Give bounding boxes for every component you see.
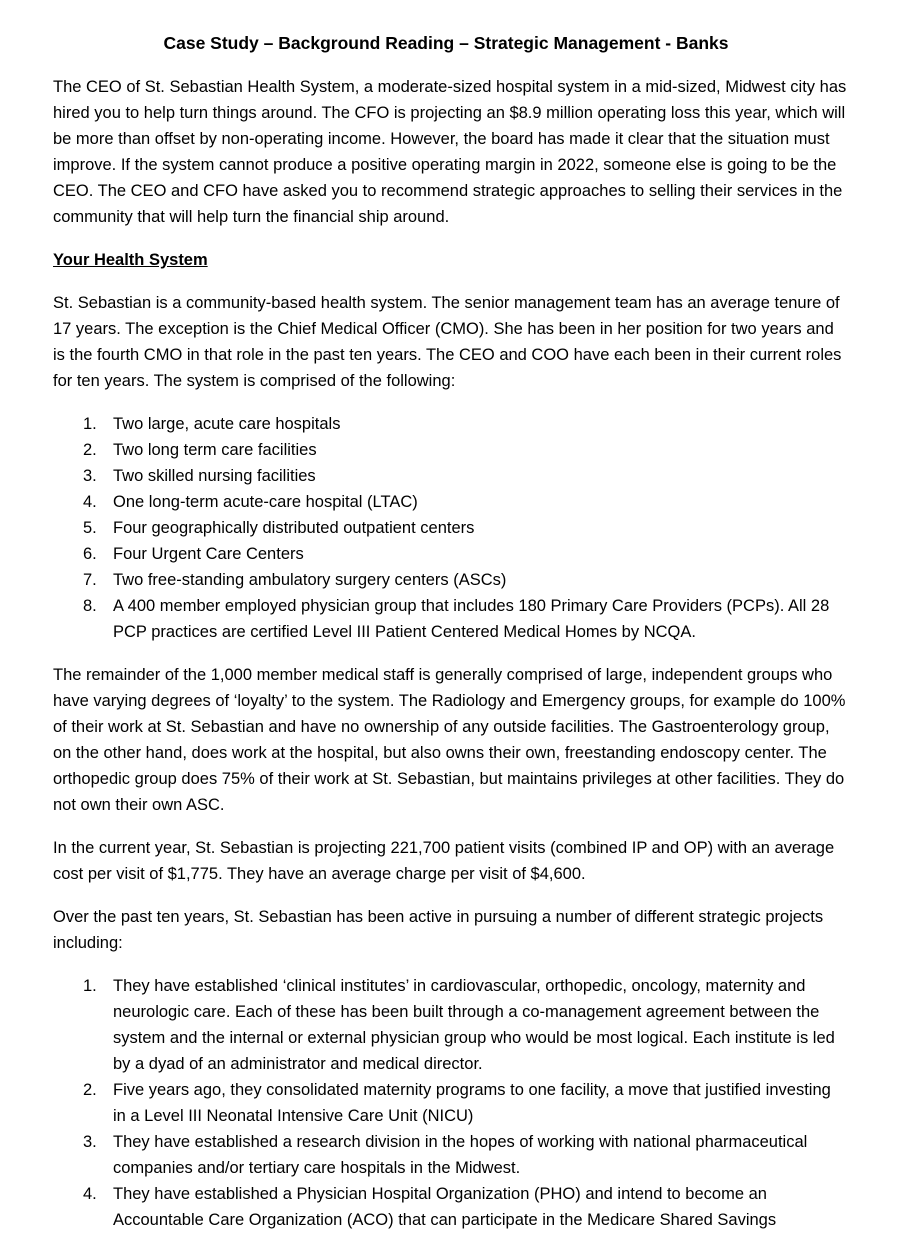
list-item (53, 411, 848, 437)
list-text: They have established a Physician Hospital Organization (PHO) and intend to become an Accountable Care Organization (ACO) that can participate in the Medicare Shared Savings (113, 1185, 777, 1229)
system-paragraph: St. Sebastian is a community-based health system. The senior management team has an average tenure of 17 years. The exception is the Chief Medical Officer (CMO). She has been in her position for two years and is the fourth CMO in that role in the past ten years. The CEO and COO have each been in their current roles for ten years. The system is comprised of the following: (53, 294, 842, 390)
list-item (53, 463, 848, 489)
list-text: A 400 member employed physician group that includes 180 Primary Care Providers (PCPs). All 28 PCP practices are certified Level III Patient Centered Medical Homes by NCQA. (113, 597, 830, 641)
list-text: One long-term acute-care hospital (LTAC) (113, 493, 418, 511)
list-text: Five years ago, they consolidated maternity programs to one facility, a move that justified investing in a Level III Neonatal Intensive Care Unit (NICU) (113, 1081, 831, 1125)
staff-paragraph: The remainder of the 1,000 member medical staff is generally comprised of large, independent groups who have varying degrees of ‘loyalty’ to the system. The Radiology and Emergency groups, for example do 100% of their work at St. Sebastian and have no ownership of any outside facilities. The Gastroenterology group, on the other hand, does work at the hospital, but also owns their own, freestanding endoscopy center. The orthopedic group does 75% of their work at St. Sebastian, but maintains privileges at other facilities. They do not own their own ASC. (53, 666, 846, 814)
list-item (53, 489, 848, 515)
list-item (53, 541, 848, 567)
list-text: Four geographically distributed outpatient centers (113, 519, 475, 537)
document-title: Case Study – Background Reading – Strategic Management - Banks (163, 33, 729, 53)
list-number: 7. (83, 571, 97, 589)
list-number: 4. (83, 493, 97, 511)
list-number: 8. (83, 597, 97, 615)
list-number: 1. (83, 977, 97, 995)
list-text: They have established a research division in the hopes of working with national pharmaceutical companies and/or tertiary care hospitals in the Midwest. (113, 1133, 808, 1177)
list-number: 5. (83, 519, 97, 537)
list-number: 2. (83, 441, 97, 459)
list-item (53, 515, 848, 541)
intro-paragraph: The CEO of St. Sebastian Health System, a moderate-sized hospital system in a mid-sized, Midwest city has hired you to help turn things around. The CFO is projecting an $8.9 million operating loss this year, which will be more than offset by non-operating income. However, the board has made it clear that the situation must improve. If the system cannot produce a positive operating margin in 2022, someone else is going to be the CEO. The CEO and CFO have asked you to recommend strategic approaches to selling their services in the community that will help turn the financial ship around. (53, 78, 847, 226)
list-text: Four Urgent Care Centers (113, 545, 304, 563)
list-item (53, 437, 848, 463)
list-text: Two skilled nursing facilities (113, 467, 316, 485)
list-text: Two free-standing ambulatory surgery centers (ASCs) (113, 571, 507, 589)
list-text: Two long term care facilities (113, 441, 317, 459)
list-number: 3. (83, 1133, 97, 1151)
document-body (53, 74, 848, 1250)
list-number: 2. (83, 1081, 97, 1099)
projects-list (53, 973, 848, 1233)
visits-paragraph: In the current year, St. Sebastian is projecting 221,700 patient visits (combined IP and OP) with an average cost per visit of $1,775. They have an average charge per visit of $4,600. (53, 839, 835, 883)
list-number: 4. (83, 1185, 97, 1203)
list-item (53, 1077, 848, 1129)
facilities-list (53, 411, 848, 645)
projects-intro-paragraph: Over the past ten years, St. Sebastian has been active in pursuing a number of different strategic projects including: (53, 908, 824, 952)
list-item (53, 1129, 848, 1181)
list-text: Two large, acute care hospitals (113, 415, 341, 433)
list-number: 6. (83, 545, 97, 563)
list-item (53, 973, 848, 1077)
list-number: 3. (83, 467, 97, 485)
section-heading: Your Health System (53, 251, 208, 269)
list-number: 1. (83, 415, 97, 433)
list-item (53, 567, 848, 593)
list-text: They have established ‘clinical institutes’ in cardiovascular, orthopedic, oncology, maternity and neurologic care. Each of these has been built through a co-management agreement between the system and the internal or external physician group who would be most logical. Each institute is led by a dyad of an administrator and medical director. (113, 977, 835, 1073)
list-item (53, 593, 848, 645)
list-item (53, 1181, 848, 1233)
